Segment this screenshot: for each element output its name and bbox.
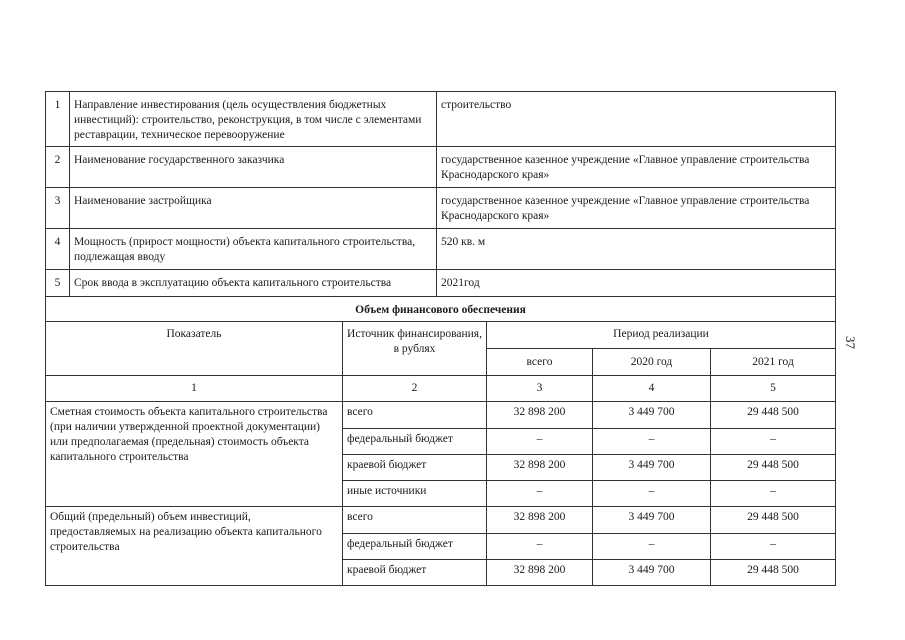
column-number: 5	[711, 376, 836, 402]
header-row	[46, 322, 836, 349]
year-2020-header: 2020 год	[593, 349, 711, 376]
year-2021-cell: 29 448 500	[711, 402, 836, 429]
source-cell: краевой бюджет	[343, 560, 487, 586]
year-2020-cell: –	[593, 481, 711, 507]
total-cell: 32 898 200	[487, 402, 593, 429]
row-label: Наименование государственного заказчика	[70, 147, 437, 188]
source-cell: федеральный бюджет	[343, 429, 487, 455]
info-row	[46, 92, 836, 147]
row-number: 1	[46, 92, 70, 147]
row-label: Мощность (прирост мощности) объекта капитального строительства, подлежащая вводу	[70, 229, 437, 270]
row-value: государственное казенное учреждение «Главное управление строительства Краснодарского края»	[437, 188, 836, 229]
info-row	[46, 270, 836, 297]
column-number: 2	[343, 376, 487, 402]
year-2021-cell: 29 448 500	[711, 560, 836, 586]
table-row	[46, 507, 836, 534]
info-row	[46, 229, 836, 270]
financing-title-row	[46, 297, 836, 322]
page-number: 37	[843, 336, 858, 349]
source-cell: краевой бюджет	[343, 455, 487, 481]
column-number: 4	[593, 376, 711, 402]
indicator-header: Показатель	[46, 322, 343, 376]
indicator-cell: Сметная стоимость объекта капитального строительства (при наличии утвержденной проектной документации) или предполагаемая (предельная) стоимость объекта капитального строительства	[46, 402, 343, 507]
indicator-cell: Общий (предельный) объем инвестиций, предоставляемых на реализацию объекта капитального строительства	[46, 507, 343, 586]
year-2021-cell: –	[711, 534, 836, 560]
source-cell: всего	[343, 402, 487, 429]
column-number: 1	[46, 376, 343, 402]
row-value: государственное казенное учреждение «Главное управление строительства Краснодарского края»	[437, 147, 836, 188]
financing-table	[45, 296, 836, 586]
row-label: Наименование застройщика	[70, 188, 437, 229]
source-cell: иные источники	[343, 481, 487, 507]
row-value: 520 кв. м	[437, 229, 836, 270]
source-cell: всего	[343, 507, 487, 534]
row-value: 2021год	[437, 270, 836, 297]
column-number-row	[46, 376, 836, 402]
row-number: 5	[46, 270, 70, 297]
year-2020-cell: 3 449 700	[593, 560, 711, 586]
row-value: строительство	[437, 92, 836, 147]
year-2021-header: 2021 год	[711, 349, 836, 376]
row-label: Направление инвестирования (цель осуществления бюджетных инвестиций): строительство, реконструкция, в том числе с элементами реставрации, техническое перевооружение	[70, 92, 437, 147]
year-2021-cell: 29 448 500	[711, 507, 836, 534]
total-cell: 32 898 200	[487, 560, 593, 586]
source-header: Источник финансирования, в рублях	[343, 322, 487, 376]
year-2021-cell: –	[711, 429, 836, 455]
year-2020-cell: 3 449 700	[593, 455, 711, 481]
year-2020-cell: 3 449 700	[593, 507, 711, 534]
row-number: 3	[46, 188, 70, 229]
year-2020-cell: –	[593, 429, 711, 455]
info-row	[46, 147, 836, 188]
table-row	[46, 402, 836, 429]
row-number: 4	[46, 229, 70, 270]
year-2021-cell: 29 448 500	[711, 455, 836, 481]
row-number: 2	[46, 147, 70, 188]
period-header: Период реализации	[487, 322, 836, 349]
total-cell: –	[487, 429, 593, 455]
financing-title: Объем финансового обеспечения	[46, 297, 836, 322]
row-label: Срок ввода в эксплуатацию объекта капитального строительства	[70, 270, 437, 297]
total-cell: –	[487, 481, 593, 507]
info-row	[46, 188, 836, 229]
year-2021-cell: –	[711, 481, 836, 507]
investment-info-table	[45, 91, 836, 297]
total-cell: 32 898 200	[487, 507, 593, 534]
year-2020-cell: 3 449 700	[593, 402, 711, 429]
source-cell: федеральный бюджет	[343, 534, 487, 560]
total-cell: –	[487, 534, 593, 560]
column-number: 3	[487, 376, 593, 402]
year-2020-cell: –	[593, 534, 711, 560]
total-header: всего	[487, 349, 593, 376]
total-cell: 32 898 200	[487, 455, 593, 481]
